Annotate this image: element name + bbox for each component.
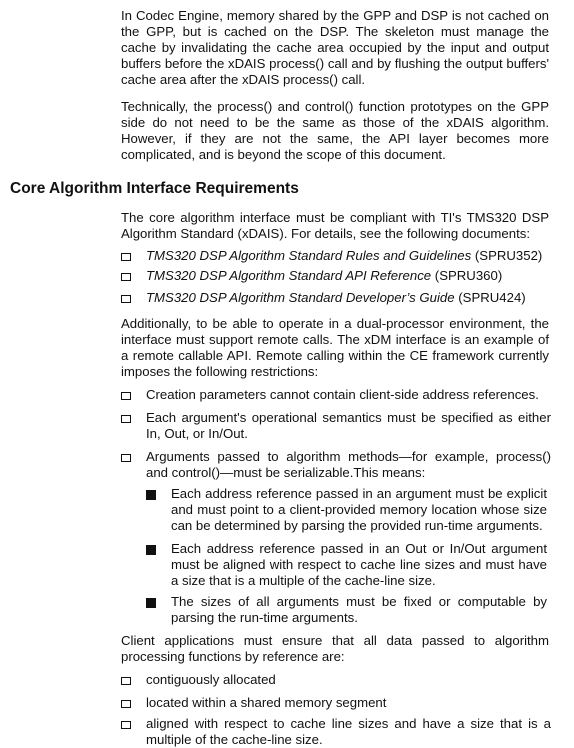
sub-item-text: Each address reference passed in an Out or In/Out argument must be aligned with respect to cache line sizes and must have a size that is a multiple of the cache-line size. [171,541,547,588]
checkbox-bullet-icon [121,454,131,462]
checkbox-bullet-icon [121,273,131,281]
checkbox-bullet-icon [121,721,131,729]
client-requirement-text: aligned with respect to cache line sizes and have a size that is a multiple of the cache-line size. [146,716,551,747]
sub-item-text: The sizes of all arguments must be fixed or computable by parsing the run-time arguments. [171,594,547,625]
checkbox-bullet-icon [121,253,131,261]
restriction-text: Each argument's operational semantics must be specified as either In, Out, or In/Out. [146,410,551,441]
checkbox-bullet-icon [121,700,131,708]
list-item-restriction [121,449,551,481]
square-bullet-icon [146,490,156,500]
list-item-doc-api-reference [121,268,551,284]
paragraph-remote-calls: Additionally, to be able to operate in a dual-processor environment, the interface must support remote calls. The xDM interface is an example of a remote callable API. Remote calling within the CE framework currently imposes the following restrictions: [121,316,549,379]
doc-code: (SPRU360) [431,268,503,283]
list-item-restriction [121,410,551,442]
list-item-client-requirement [121,716,551,748]
doc-title: TMS320 DSP Algorithm Standard API Reference [146,268,432,283]
restriction-text: Creation parameters cannot contain client-side address references. [146,387,539,402]
square-bullet-icon [146,598,156,608]
checkbox-bullet-icon [121,295,131,303]
list-item-client-requirement [121,672,551,688]
checkbox-bullet-icon [121,677,131,685]
client-requirement-text: contiguously allocated [146,672,276,687]
doc-code: (SPRU424) [454,290,526,305]
paragraph-prototypes: Technically, the process() and control() function prototypes on the GPP side do not need to be the same as those of the xDAIS algorithm. However, if they are not the same, the API layer becomes more complicated, and is beyond the scope of this document. [121,99,549,162]
sub-item-text: Each address reference passed in an argument must be explicit and must point to a client-provided memory location whose size can be determined by parsing the provided run-time arguments. [171,486,547,533]
section-heading: Core Algorithm Interface Requirements [10,180,299,197]
doc-title: TMS320 DSP Algorithm Standard Developer’s Guide [146,290,455,305]
list-item-restriction [121,387,551,403]
checkbox-bullet-icon [121,392,131,400]
client-requirement-text: located within a shared memory segment [146,695,387,710]
doc-title: TMS320 DSP Algorithm Standard Rules and Guidelines [146,248,472,263]
square-bullet-icon [146,545,156,555]
list-item-doc-rules [121,248,551,264]
sub-list-item [146,594,547,626]
restriction-text: Arguments passed to algorithm methods—for example, process() and control()—must be serializable.This means: [146,449,551,480]
list-item-doc-developers-guide [121,290,551,306]
paragraph-client-applications: Client applications must ensure that all data passed to algorithm processing functions by reference are: [121,633,549,664]
sub-list-item [146,486,547,534]
doc-code: (SPRU352) [471,248,543,263]
paragraph-cache-management: In Codec Engine, memory shared by the GPP and DSP is not cached on the GPP, but is cached on the DSP. The skeleton must manage the cache by invalidating the cache area occupied by the input and output buffers before the xDAIS process() call and by flushing the output buffers' cache area after the xDAIS process() call. [121,8,549,87]
checkbox-bullet-icon [121,415,131,423]
paragraph-core-interface-intro: The core algorithm interface must be compliant with TI's TMS320 DSP Algorithm Standard (xDAIS). For details, see the following documents: [121,210,549,241]
sub-list-item [146,541,547,589]
list-item-client-requirement [121,695,551,711]
